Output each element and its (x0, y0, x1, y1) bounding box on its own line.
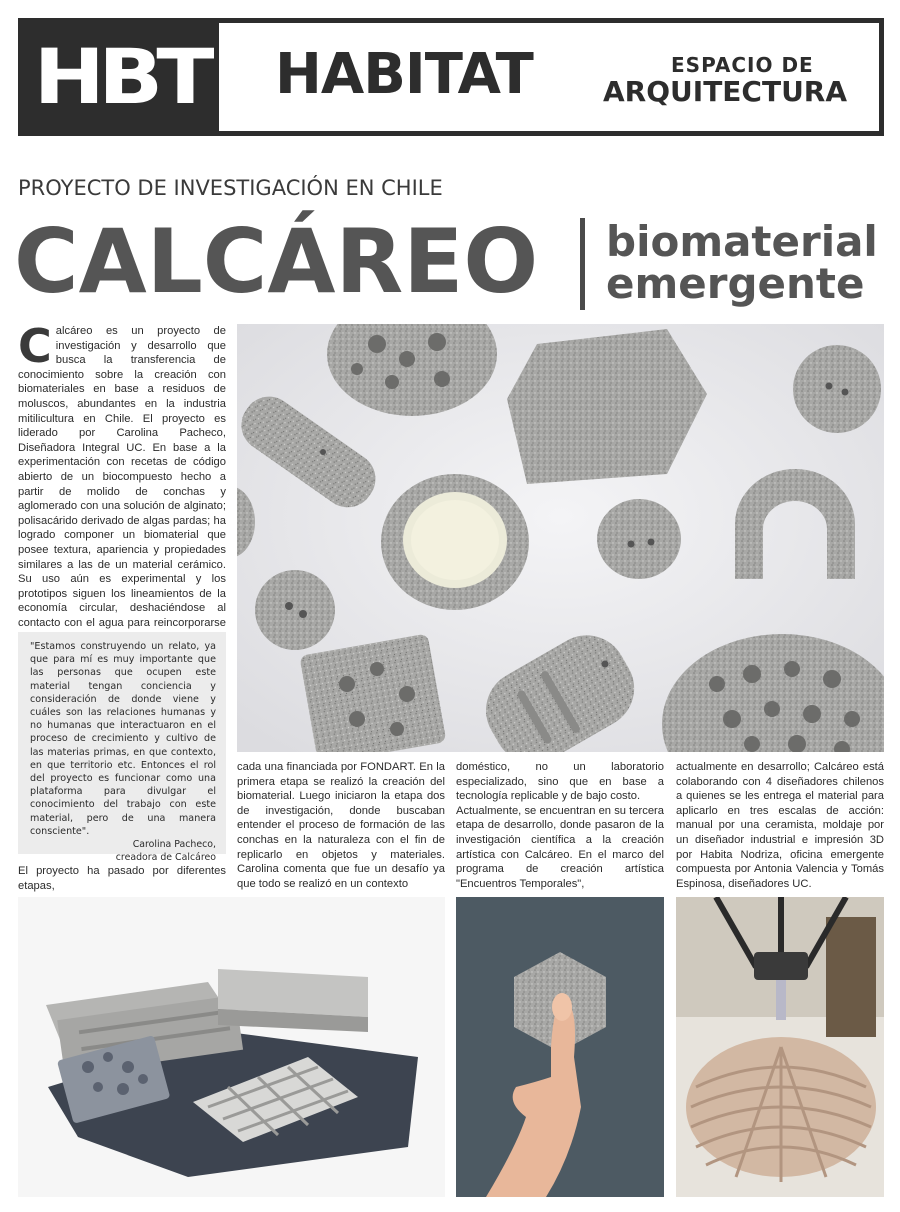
article-kicker: PROYECTO DE INVESTIGACIÓN EN CHILE (18, 176, 443, 200)
hbt-logo: HBT (23, 23, 219, 131)
headline-divider (580, 218, 585, 310)
pull-quote-text: "Estamos construyendo un relato, ya que para mí es muy importante que las personas que ocupen este material tengan conciencia y consideración de donde viene y cuáles son las relaciones humanas y no humanas que interactuaron en el proceso de crecimiento y cultivo de las materias primas, en que contexto, en que territorio etc. Entonces el rol del proyecto es funcionar como una plataforma para divulgar el conocimiento del trabajo con este material, pero de una manera consciente". (30, 641, 216, 837)
main-photo-calcareo-objects (237, 324, 884, 752)
article-column-3 (456, 760, 664, 891)
photo-3d-printing (676, 897, 884, 1197)
pull-quote-author-role: creadora de Calcáreo (115, 851, 216, 863)
article-column-1 (18, 319, 226, 645)
pull-quote-author-name: Carolina Pacheco, (132, 839, 216, 851)
magazine-banner (18, 18, 884, 136)
photo-hexagon-tile-hand (456, 897, 664, 1197)
column-3-paragraph-2: Actualmente, se encuentran en su tercera etapa de desarrollo, donde pasaron de la investigación científica a la creación artística con Calcáreo. En el marco del programa de creación artística "Encuentros Temporales", (456, 804, 664, 890)
magazine-subtitle-line2: ARQUITECTURA (603, 75, 848, 108)
column-1-tail: El proyecto ha pasado por diferentes etapas, (18, 865, 226, 892)
magazine-title: HABITAT (275, 42, 533, 107)
pull-quote (18, 632, 226, 863)
column-3-paragraph-1: doméstico, no un laboratorio especializado, sino que en base a tecnología replicable y de bajo costo. (456, 761, 664, 803)
column-1-text: alcáreo es un proyecto de investigación y desarrollo que busca la transferencia de conocimiento sobre la creación con biomateriales en base a residuos de moluscos, abundantes en la industria mitilicultura en Chile. El proyecto es liderado por Carolina Pacheco, Diseñadora Integral UC. En base a la experimentación con recetas de código abierto de un biocompuesto hecho a partir de molido de conchas y aglomerado con una solución de alginato; polisacárido derivado de algas pardas; ha logrado componer un biomaterial que posee textura, apariencia y propiedades similares a las de un material cerámico. Su uso aún es experimental y los prototipos siguen los lineamientos de la economía circular, deshaciéndose al contacto con el agua para reincorporarse (18, 325, 226, 629)
article-column-4: actualmente en desarrollo; Calcáreo está colaborando con 4 diseñadores chilenos a quienes se les entrega el material para aplicarlo en tres escalas de acción: manual por una ceramista, moldaje por un diseñador industrial e impresión 3D por Habita Nodriza, oficina emergente compuesta por Antonia Valencia y Tomás Espinosa, diseñadores UC. (676, 761, 884, 890)
article-headline: CALCÁREO (14, 210, 539, 313)
magazine-subtitle-line1: ESPACIO DE (671, 53, 814, 77)
photo-material-samples (18, 897, 445, 1197)
article-deck-line1: biomaterial (606, 217, 878, 266)
article-deck-line2: emergente (606, 259, 865, 308)
article-column-2: cada una financiada por FONDART. En la primera etapa se realizó la creación del biomaterial. Luego iniciaron la etapa dos de investigación, donde buscaban entender el proceso de formación de las conchas en la naturaleza con el fin de replicarlo en objetos y materiales. Carolina comenta que fue un desafío ya que todo se realizó en un contexto (237, 761, 445, 890)
drop-cap: C (18, 319, 52, 373)
